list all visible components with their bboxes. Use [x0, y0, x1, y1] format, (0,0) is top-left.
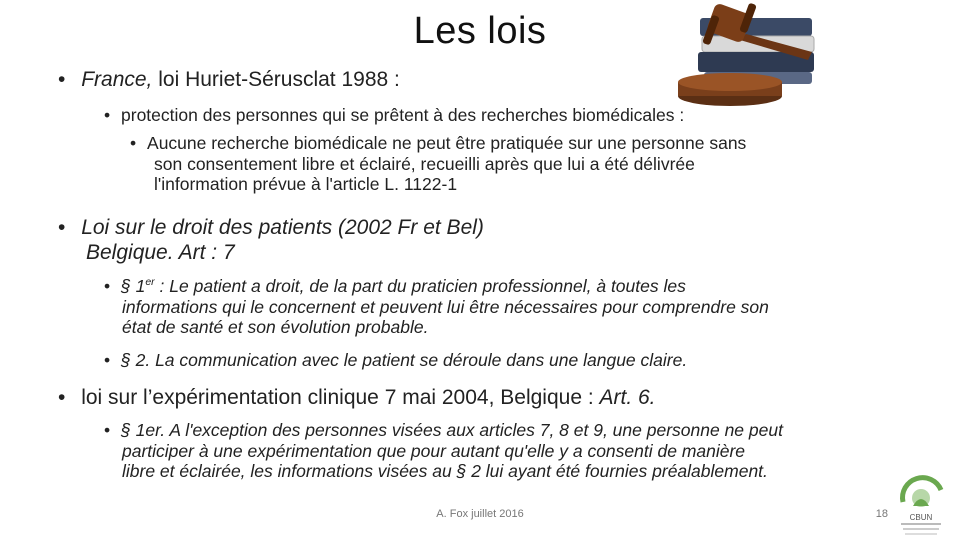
art7-line-3: état de santé et son évolution probable. — [122, 317, 429, 338]
sub-sub-bullet-consent — [130, 133, 746, 195]
bullet-france — [58, 68, 400, 93]
bullet-dot-icon: • — [130, 133, 137, 153]
clinical-law-name: loi sur l’expérimentation clinique 7 mai 2004, Belgique : — [81, 386, 600, 409]
sub-bullet-art7-par2 — [104, 350, 687, 371]
bullet-dot-icon: • — [104, 105, 111, 125]
consent-line-3: l'information prévue à l'article L. 1122-1 — [154, 174, 458, 195]
art6-line-2: participer à une expérimentation que pour autant qu'elle y a consenti de manière — [122, 440, 746, 461]
logo-name: CBUN — [909, 513, 933, 522]
ethics-committee-logo-icon — [885, 462, 957, 538]
patient-rights-line-1: Loi sur le droit des patients (2002 Fr et Bel) — [81, 216, 484, 239]
consent-line-1: Aucune recherche biomédicale ne peut être pratiquée sur une personne sans — [147, 133, 747, 153]
footer-author-date: A. Fox juillet 2016 — [436, 508, 524, 520]
art6-line-1: § 1er. A l'exception des personnes visées aux articles 7, 8 et 9, une personne ne peut — [121, 420, 783, 440]
sub-bullet-text: protection des personnes qui se prêtent à des recherches biomédicales : — [121, 105, 685, 125]
sub-bullet-art7-par1: • § 1er : Le patient a droit, de la part du praticien professionnel, à toutes les informations qui le concernent et peuvent lui être nécessaires pour comprendre son état de santé et son évolution probable. — [104, 276, 769, 338]
bullet-clinical-experimentation — [58, 386, 656, 411]
page-number: 18 — [875, 508, 888, 520]
bullet-dot-icon: • — [58, 386, 66, 409]
slide-title: Les lois — [413, 10, 547, 52]
sub-bullet-art6 — [104, 420, 783, 482]
consent-line-2: son consentement libre et éclairé, recueilli après que lui a été délivrée — [154, 153, 695, 174]
law-name: loi Huriet-Sérusclat 1988 : — [158, 68, 400, 91]
art7-line-2: informations qui le concernent et peuvent lui être nécessaires pour comprendre son — [122, 296, 769, 317]
gavel-icon — [670, 0, 820, 110]
art6-line-3: libre et éclairée, les informations visées au § 2 lui ayant été fournies préalablement. — [122, 461, 768, 482]
bullet-dot-icon: • — [58, 216, 66, 239]
law-country: France, — [81, 68, 159, 91]
patient-rights-line-2: Belgique. Art : 7 — [86, 240, 235, 264]
bullet-patient-rights — [58, 216, 484, 266]
clinical-law-article: Art. 6. — [599, 386, 656, 409]
bullet-dot-icon: • — [104, 350, 111, 370]
sub-bullet-protection — [104, 105, 684, 126]
bullet-dot-icon: • — [104, 420, 111, 440]
art7-par2-text: § 2. La communication avec le patient se déroule dans une langue claire. — [121, 350, 688, 370]
bullet-dot-icon: • — [104, 276, 111, 296]
bullet-dot-icon: • — [58, 68, 66, 91]
